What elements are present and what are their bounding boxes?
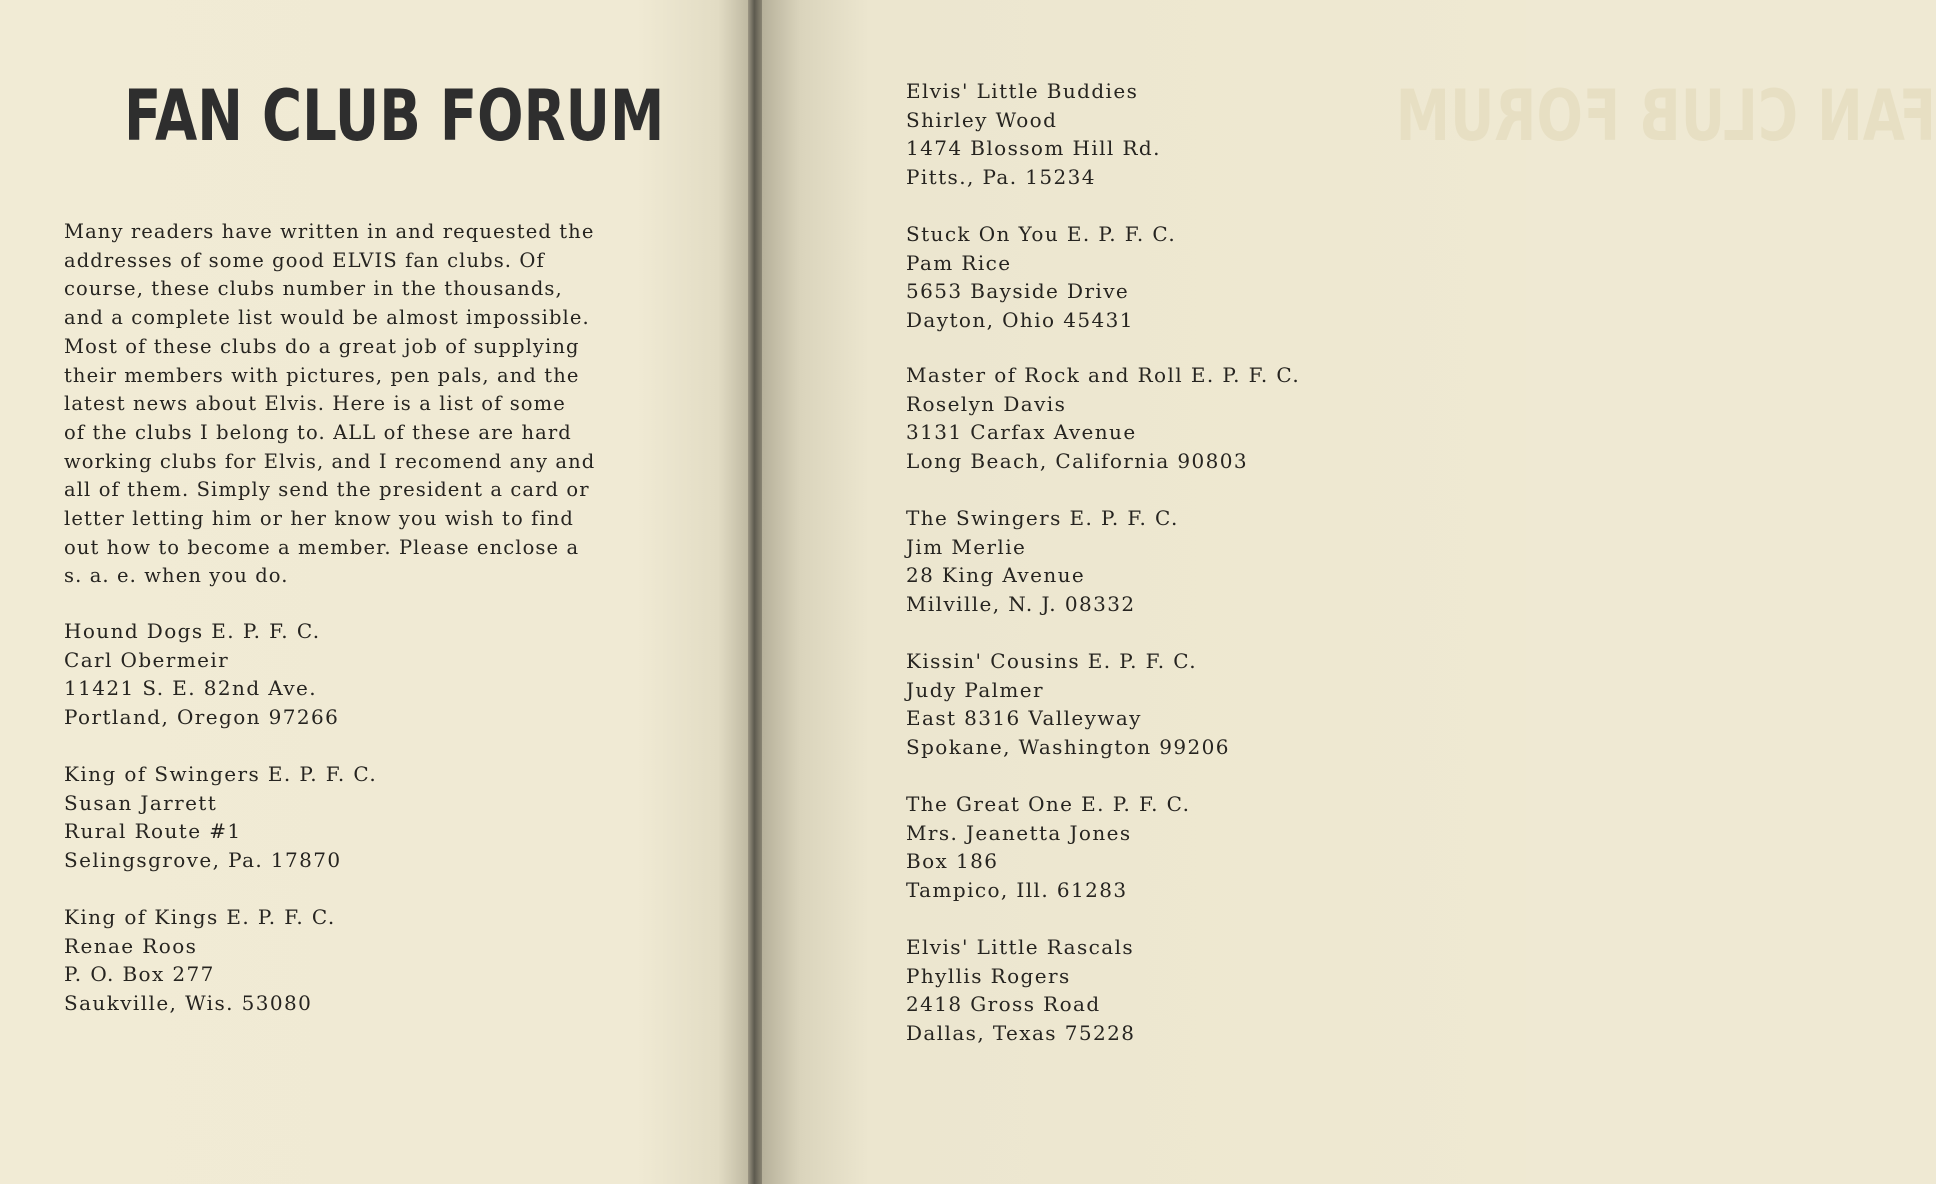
club-president: Pam Rice bbox=[906, 250, 1012, 275]
club-name: Hound Dogs E. P. F. C. bbox=[64, 619, 321, 643]
club-name: King of Kings E. P. F. C. bbox=[64, 905, 336, 929]
club-city: Saukville, Wis. 53080 bbox=[64, 990, 313, 1015]
club-address: 3131 Carfax Avenue bbox=[906, 420, 1137, 445]
club-name: Elvis' Little Buddies bbox=[906, 79, 1139, 103]
club-city: Milville, N. J. 08332 bbox=[906, 591, 1136, 616]
club-city: Selingsgrove, Pa. 17870 bbox=[64, 847, 342, 872]
club-president: Roselyn Davis bbox=[906, 391, 1067, 416]
club-name: King of Swingers E. P. F. C. bbox=[64, 762, 378, 786]
club-entry bbox=[906, 220, 1176, 334]
club-president: Phyllis Rogers bbox=[906, 963, 1071, 988]
right-page bbox=[762, 0, 1936, 1184]
book-gutter bbox=[748, 0, 762, 1184]
club-city: Tampico, Ill. 61283 bbox=[906, 877, 1128, 902]
club-city: Long Beach, California 90803 bbox=[906, 448, 1249, 473]
club-name: The Swingers E. P. F. C. bbox=[906, 506, 1179, 530]
club-address: Rural Route #1 bbox=[64, 819, 242, 844]
club-address: 5653 Bayside Drive bbox=[906, 279, 1130, 304]
club-city: Spokane, Washington 99206 bbox=[906, 734, 1230, 759]
club-address: 1474 Blossom Hill Rd. bbox=[906, 136, 1161, 161]
club-entry bbox=[906, 504, 1179, 618]
club-address: 28 King Avenue bbox=[906, 563, 1086, 588]
club-name: Stuck On You E. P. F. C. bbox=[906, 222, 1177, 246]
intro-paragraph: Many readers have written in and requested the addresses of some good ELVIS fan clubs. Of course, these clubs number in the thousands, and a complete list would be almost impossible. Most of these clubs do a great job of supplying their members with pictures, pen pals, and the latest news about Elvis. Here is a list of some of the clubs I belong to. ALL of these are hard working clubs for Elvis, and I recomend any and all of them. Simply send the president a card or letter letting him or her know you wish to find out how to become a member. Please enclose a s. a. e. when you do. bbox=[64, 220, 596, 588]
club-entry bbox=[906, 361, 1300, 475]
club-entry bbox=[64, 903, 336, 1017]
page-title: FAN CLUB FORUM bbox=[124, 75, 665, 157]
club-president: Susan Jarrett bbox=[64, 790, 218, 815]
club-entry bbox=[64, 617, 339, 731]
club-entry bbox=[906, 647, 1230, 761]
show-through-title: FAN CLUB FORUM bbox=[1396, 75, 1936, 157]
club-address: 11421 S. E. 82nd Ave. bbox=[64, 676, 318, 701]
club-president: Mrs. Jeanetta Jones bbox=[906, 820, 1132, 845]
club-address: Box 186 bbox=[906, 849, 999, 874]
club-city: Pitts., Pa. 15234 bbox=[906, 164, 1096, 189]
club-address: P. O. Box 277 bbox=[64, 962, 215, 987]
club-city: Portland, Oregon 97266 bbox=[64, 704, 340, 729]
club-name: Master of Rock and Roll E. P. F. C. bbox=[906, 363, 1301, 387]
club-name: Elvis' Little Rascals bbox=[906, 935, 1135, 959]
club-entry bbox=[906, 77, 1161, 191]
club-president: Renae Roos bbox=[64, 933, 198, 958]
club-name: Kissin' Cousins E. P. F. C. bbox=[906, 649, 1198, 673]
club-name: The Great One E. P. F. C. bbox=[906, 792, 1191, 816]
club-entry bbox=[906, 790, 1190, 904]
club-president: Carl Obermeir bbox=[64, 647, 230, 672]
club-president: Judy Palmer bbox=[906, 677, 1044, 702]
club-president: Shirley Wood bbox=[906, 107, 1058, 132]
left-page bbox=[0, 0, 748, 1184]
club-city: Dayton, Ohio 45431 bbox=[906, 307, 1134, 332]
club-address: 2418 Gross Road bbox=[906, 992, 1101, 1017]
club-entry bbox=[906, 933, 1135, 1047]
club-address: East 8316 Valleyway bbox=[906, 706, 1142, 731]
club-president: Jim Merlie bbox=[906, 534, 1027, 559]
club-entry bbox=[64, 760, 377, 874]
club-city: Dallas, Texas 75228 bbox=[906, 1020, 1136, 1045]
